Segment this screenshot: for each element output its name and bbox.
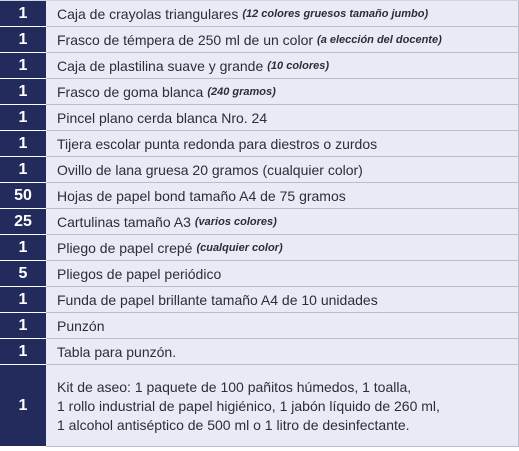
item-text: Tijera escolar punta redonda para diestros o zurdos	[57, 135, 378, 152]
item-description	[46, 1, 519, 27]
item-quantity: 1	[0, 235, 46, 261]
item-note: (cualquier color)	[196, 241, 283, 254]
item-text-line: 1 rollo industrial de papel higiénico, 1 jabón líquido de 260 ml,	[57, 398, 440, 414]
item-quantity: 1	[0, 365, 46, 447]
item-description	[46, 131, 519, 157]
item-description	[46, 261, 519, 287]
item-description	[46, 235, 519, 261]
item-quantity: 1	[0, 339, 46, 365]
item-note: (10 colores)	[267, 59, 329, 72]
item-note: (a elección del docente)	[317, 33, 442, 46]
item-text: Punzón	[57, 317, 105, 334]
item-text: Caja de crayolas triangulares	[57, 5, 239, 22]
item-text: Caja de plastilina suave y grande	[57, 57, 264, 74]
item-text: Cartulinas tamaño A3	[57, 213, 191, 230]
item-quantity: 5	[0, 261, 46, 287]
item-description	[46, 27, 519, 53]
item-quantity: 1	[0, 131, 46, 157]
item-text-line: Kit de aseo: 1 paquete de 100 pañitos húmedos, 1 toalla,	[57, 379, 412, 395]
item-description	[46, 53, 519, 79]
item-text: Tabla para punzón.	[57, 343, 177, 360]
item-quantity: 1	[0, 53, 46, 79]
item-text: Funda de papel brillante tamaño A4 de 10 unidades	[57, 291, 378, 308]
item-description	[46, 157, 519, 183]
item-description	[46, 183, 519, 209]
item-text: Hojas de papel bond tamaño A4 de 75 gramos	[57, 187, 346, 204]
item-description	[46, 105, 519, 131]
item-quantity: 1	[0, 313, 46, 339]
item-note: (240 gramos)	[207, 85, 276, 98]
item-quantity: 1	[0, 287, 46, 313]
item-note: (varios colores)	[194, 215, 277, 228]
item-quantity: 1	[0, 1, 46, 27]
item-text: Frasco de goma blanca	[57, 83, 204, 100]
item-text-line: 1 alcohol antiséptico de 500 ml o 1 litro de desinfectante.	[57, 417, 410, 433]
item-quantity: 1	[0, 79, 46, 105]
item-description	[46, 79, 519, 105]
item-quantity: 1	[0, 105, 46, 131]
item-quantity: 1	[0, 157, 46, 183]
item-note: (12 colores gruesos tamaño jumbo)	[242, 7, 429, 20]
item-description	[46, 313, 519, 339]
item-description	[46, 339, 519, 365]
item-text: Pliego de papel crepé	[57, 239, 193, 256]
item-description	[46, 287, 519, 313]
item-text: Ovillo de lana gruesa 20 gramos (cualquier color)	[57, 161, 363, 178]
item-text: Frasco de témpera de 250 ml de un color	[57, 31, 314, 48]
item-quantity: 25	[0, 209, 46, 235]
item-description	[46, 209, 519, 235]
item-description	[46, 365, 519, 447]
item-text: Pliegos de papel periódico	[57, 265, 222, 282]
item-quantity: 1	[0, 27, 46, 53]
item-quantity: 50	[0, 183, 46, 209]
item-text: Pincel plano cerda blanca Nro. 24	[57, 109, 268, 126]
